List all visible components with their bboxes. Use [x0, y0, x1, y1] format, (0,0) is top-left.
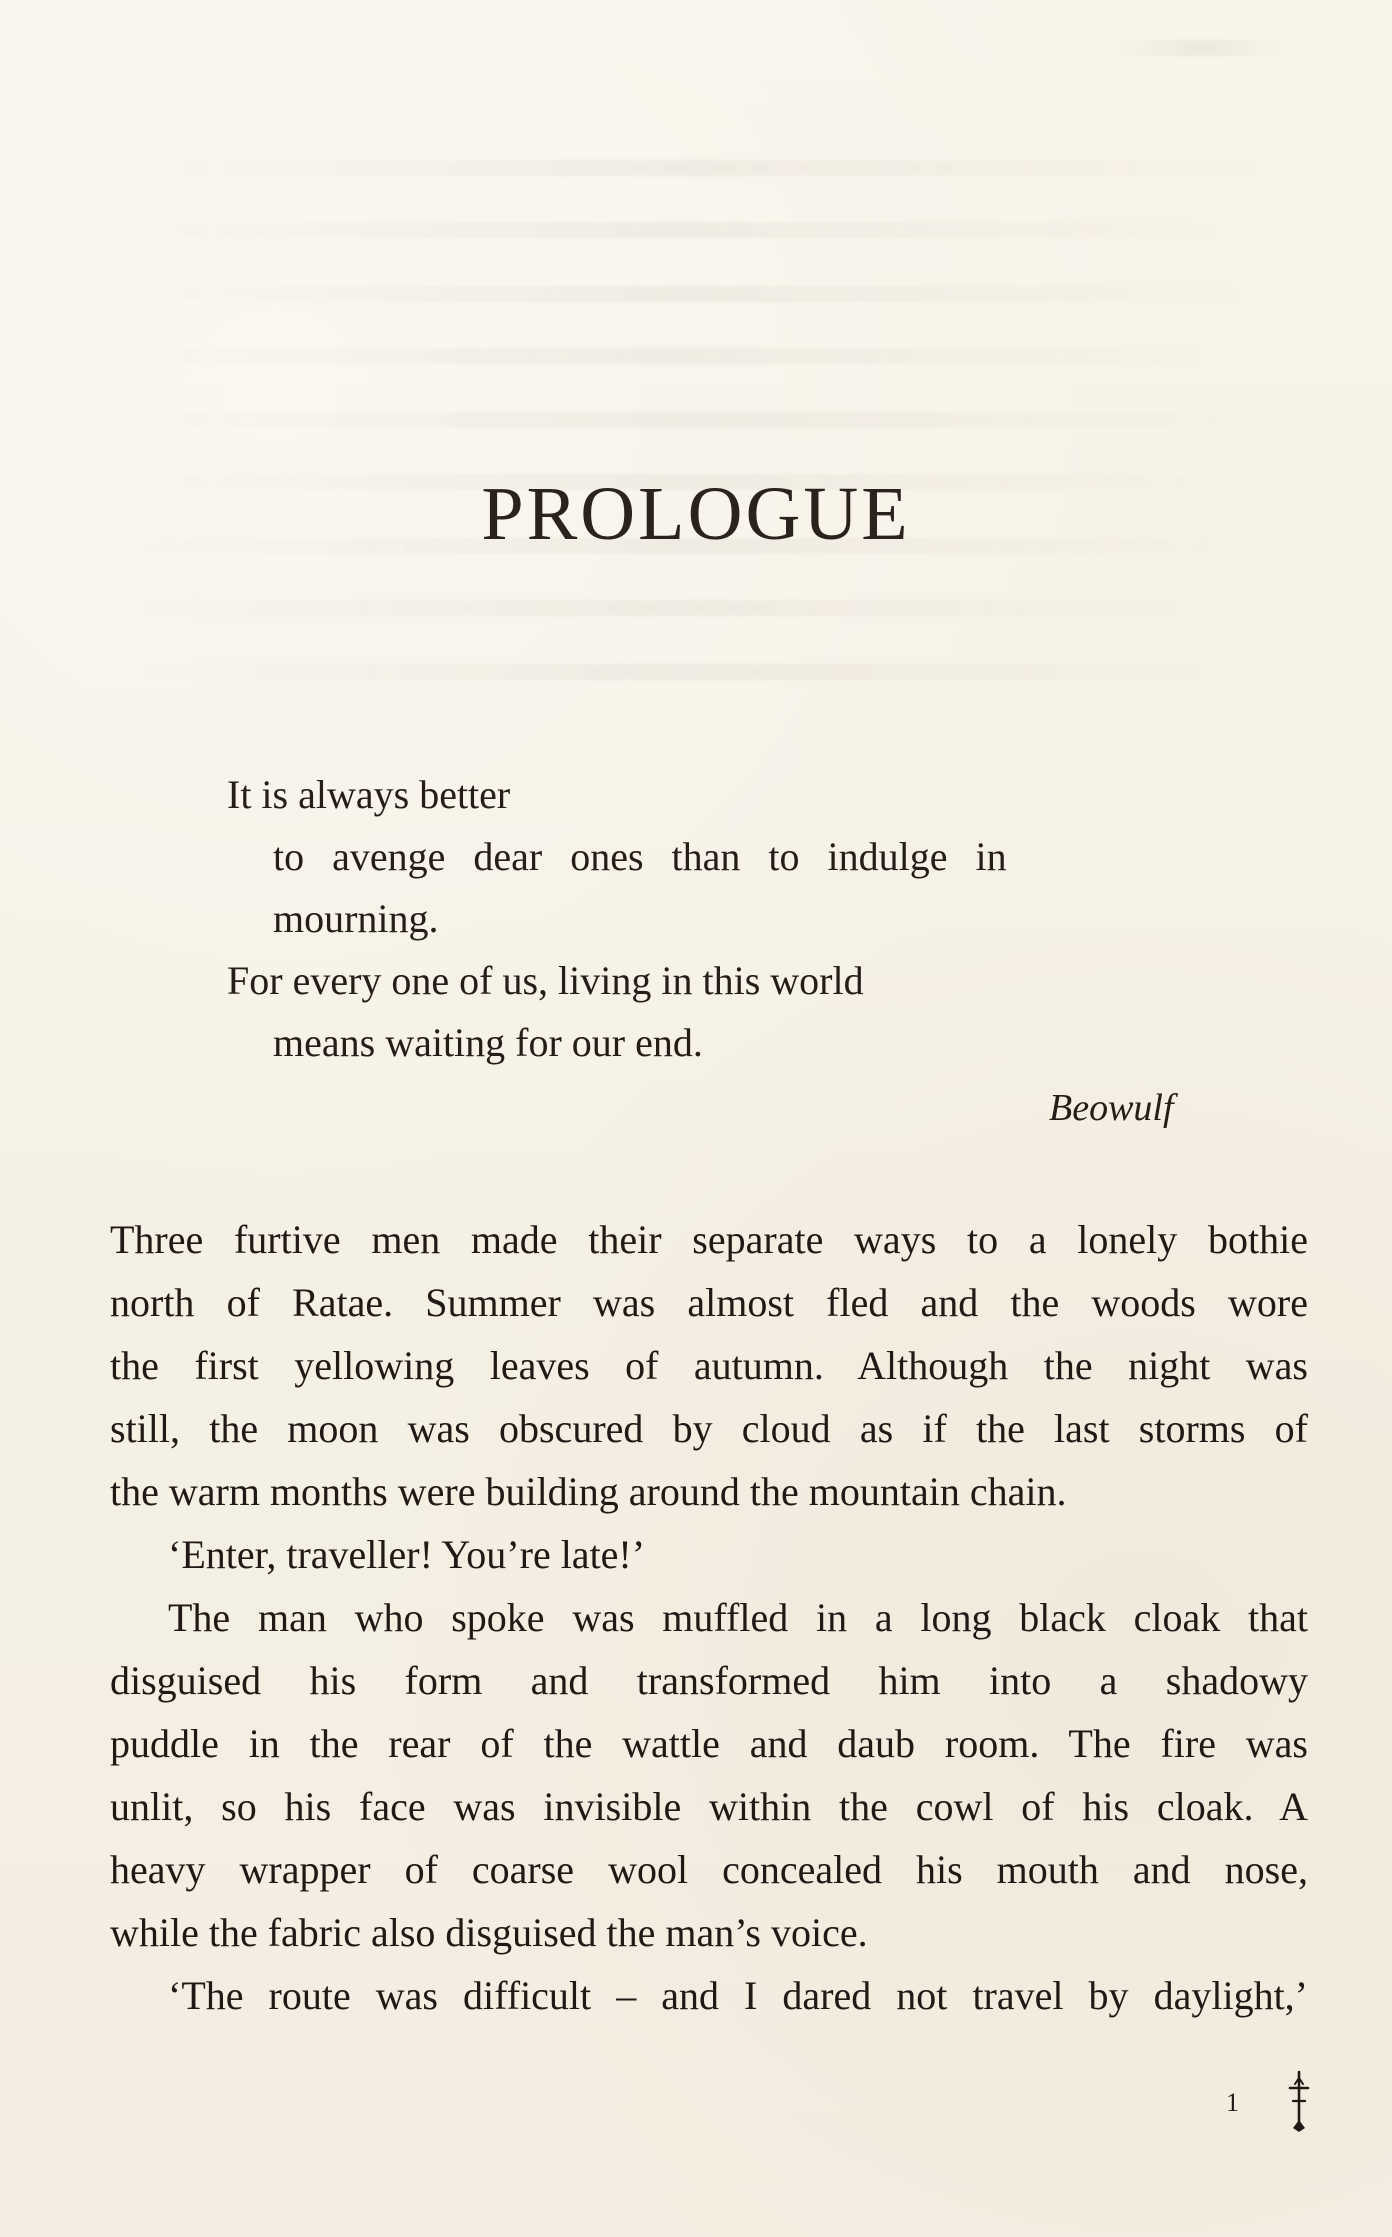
epigraph-line: means waiting for our end.: [273, 1020, 703, 1065]
body-line: puddle in the rear of the wattle and daub room. The fire was: [110, 1721, 1308, 1766]
body-line: ‘The route was difficult – and I dared not travel by daylight,’: [168, 1973, 1308, 2018]
epigraph-source: Beowulf: [1049, 1087, 1174, 1129]
show-through-line: [110, 412, 1288, 428]
page-number: 1: [1226, 2088, 1239, 2117]
body-line: ‘Enter, traveller! You’re late!’: [168, 1532, 646, 1577]
body-line: The man who spoke was muffled in a long black cloak that: [168, 1595, 1308, 1640]
epigraph-line: For every one of us, living in this world: [227, 958, 864, 1003]
show-through-text: [0, 0, 1392, 760]
epigraph-line: mourning.: [273, 896, 439, 941]
body-line: heavy wrapper of coarse wool concealed his mouth and nose,: [110, 1847, 1308, 1892]
body-line: north of Ratae. Summer was almost fled and the woods wore: [110, 1280, 1308, 1325]
show-through-line: [110, 222, 1250, 238]
show-through-line: [110, 160, 1290, 176]
body-line: unlit, so his face was invisible within the cowl of his cloak. A: [110, 1784, 1308, 1829]
prologue-body-text: [110, 1208, 1308, 2027]
body-line: Three furtive men made their separate ways to a lonely bothie: [110, 1217, 1308, 1262]
body-line: the first yellowing leaves of autumn. Although the night was: [110, 1343, 1308, 1388]
body-line: the warm months were building around the mountain chain.: [110, 1469, 1067, 1514]
body-line: disguised his form and transformed him into a shadowy: [110, 1658, 1308, 1703]
body-line: while the fabric also disguised the man’s voice.: [110, 1910, 868, 1955]
show-through-header: [1115, 40, 1285, 56]
epigraph-line: to avenge dear ones than to indulge in: [273, 834, 1007, 879]
epigraph-line: It is always better: [227, 772, 511, 817]
body-line: still, the moon was obscured by cloud as if the last storms of: [110, 1406, 1308, 1451]
show-through-line: [110, 286, 1270, 302]
chapter-title: PROLOGUE: [481, 472, 911, 556]
show-through-line: [110, 348, 1230, 364]
show-through-line: [110, 600, 1240, 616]
show-through-line: [110, 664, 1270, 680]
dagger-ornament-icon: [1282, 2070, 1316, 2132]
